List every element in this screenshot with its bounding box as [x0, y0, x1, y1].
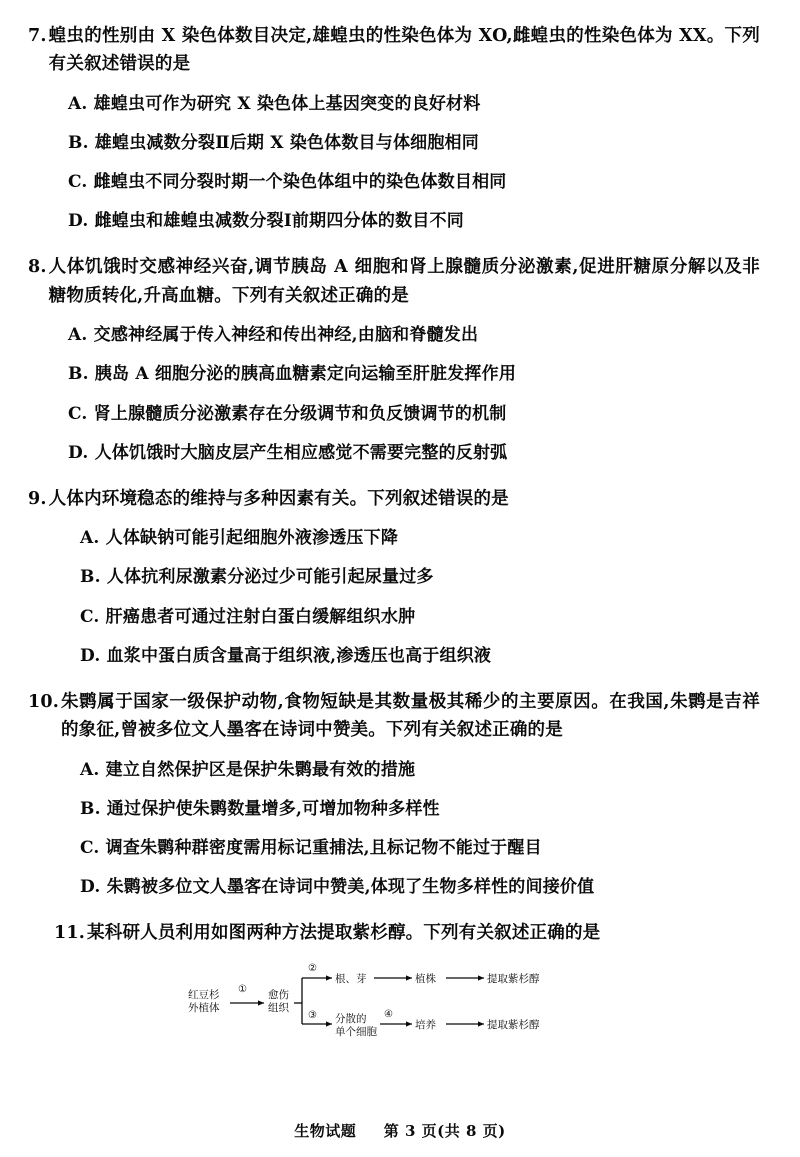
diagram-node-plantlet: 植株	[415, 972, 436, 985]
question-7-options	[28, 81, 760, 236]
question-8-stem	[28, 253, 760, 310]
question-11-number: 11.	[54, 923, 86, 944]
option-c[interactable]: C. 肾上腺髓质分泌激素存在分级调节和负反馈调节的机制	[68, 403, 507, 424]
option-b[interactable]: B. 雄蝗虫减数分裂Ⅱ后期 X 染色体数目与体细胞相同	[68, 132, 479, 153]
question-7-text: 蝗虫的性别由 X 染色体数目决定,雄蝗虫的性染色体为 XO,雌蝗虫的性染色体为 XX。下列有关叙述错误的是	[48, 26, 760, 75]
diagram-node-callus: 愈伤	[268, 988, 289, 1001]
option-c[interactable]: C. 肝癌患者可通过注射白蛋白缓解组织水肿	[80, 606, 416, 627]
footer-page-label: 第 3 页(共 8 页)	[383, 1122, 506, 1140]
question-9	[28, 485, 760, 670]
diagram-label-step3: ③	[308, 1009, 317, 1021]
option-a[interactable]: A. 建立自然保护区是保护朱鹮最有效的措施	[80, 759, 416, 780]
diagram-label-step2: ②	[308, 962, 317, 974]
question-8-text: 人体饥饿时交感神经兴奋,调节胰岛 A 细胞和肾上腺髓质分泌激素,促进肝糖原分解以及非糖物质转化,升高血糖。下列有关叙述正确的是	[48, 257, 760, 306]
option-a[interactable]: A. 人体缺钠可能引起细胞外液渗透压下降	[80, 528, 399, 549]
diagram-label-step4: ④	[384, 1008, 393, 1020]
diagram-node-callus-2: 组织	[268, 1001, 289, 1014]
page-footer	[0, 1120, 800, 1141]
option-c[interactable]: C. 调查朱鹮种群密度需用标记重捕法,且标记物不能过于醒目	[80, 838, 542, 859]
option-d[interactable]: D. 血浆中蛋白质含量高于组织液,渗透压也高于组织液	[80, 645, 492, 666]
question-8	[28, 253, 760, 466]
question-9-text: 人体内环境稳态的维持与多种因素有关。下列叙述错误的是	[48, 488, 509, 509]
diagram-label-step1: ①	[238, 983, 247, 995]
option-d[interactable]: D. 雌蝗虫和雄蝗虫减数分裂Ⅰ前期四分体的数目不同	[68, 211, 464, 232]
diagram-node-extract1: 提取紫杉醇	[487, 972, 540, 985]
question-10	[28, 688, 760, 901]
diagram-node-explant-2: 外植体	[188, 1001, 220, 1014]
diagram-node-extract2: 提取紫杉醇	[487, 1018, 540, 1031]
diagram-node-single-cell: 分散的	[335, 1012, 367, 1025]
diagram-node-culture: 培养	[415, 1018, 436, 1031]
question-11-text: 某科研人员利用如图两种方法提取紫杉醇。下列有关叙述正确的是	[87, 923, 601, 944]
option-a[interactable]: A. 交感神经属于传入神经和传出神经,由脑和脊髓发出	[68, 325, 479, 346]
question-9-stem	[28, 485, 760, 513]
diagram-node-single-cell-2: 单个细胞	[335, 1025, 377, 1038]
question-11-stem	[28, 919, 760, 947]
diagram-node-explant: 红豆杉	[188, 988, 220, 1001]
option-c[interactable]: C. 雌蝗虫不同分裂时期一个染色体组中的染色体数目相同	[68, 172, 507, 193]
question-7-stem	[28, 22, 760, 79]
question-8-number: 8.	[28, 257, 47, 278]
question-11	[28, 919, 760, 947]
question-7-number: 7.	[28, 26, 47, 46]
option-b[interactable]: B. 人体抗利尿激素分泌过少可能引起尿量过多	[80, 567, 434, 588]
option-d[interactable]: D. 人体饥饿时大脑皮层产生相应感觉不需要完整的反射弧	[68, 442, 508, 463]
footer-subject: 生物试题	[294, 1122, 357, 1140]
question-10-text: 朱鹮属于国家一级保护动物,食物短缺是其数量极其稀少的主要原因。在我国,朱鹮是吉祥的象征,曾被多位文人墨客在诗词中赞美。下列有关叙述正确的是	[61, 691, 760, 741]
question-10-options	[28, 747, 760, 902]
question-7	[28, 22, 760, 235]
question-9-number: 9.	[28, 488, 47, 509]
question-8-options	[28, 312, 760, 467]
question-9-options	[28, 515, 760, 670]
option-d[interactable]: D. 朱鹮被多位文人墨客在诗词中赞美,体现了生物多样性的间接价值	[80, 877, 595, 898]
tissue-culture-diagram	[28, 958, 760, 1044]
option-b[interactable]: B. 通过保护使朱鹮数量增多,可增加物种多样性	[80, 798, 440, 819]
question-10-number: 10.	[28, 691, 60, 712]
option-b[interactable]: B. 胰岛 A 细胞分泌的胰高血糖素定向运输至肝脏发挥作用	[68, 364, 517, 385]
question-10-stem	[28, 688, 760, 745]
option-a[interactable]: A. 雄蝗虫可作为研究 X 染色体上基因突变的良好材料	[68, 93, 481, 114]
diagram-node-root-bud: 根、芽	[335, 972, 367, 985]
